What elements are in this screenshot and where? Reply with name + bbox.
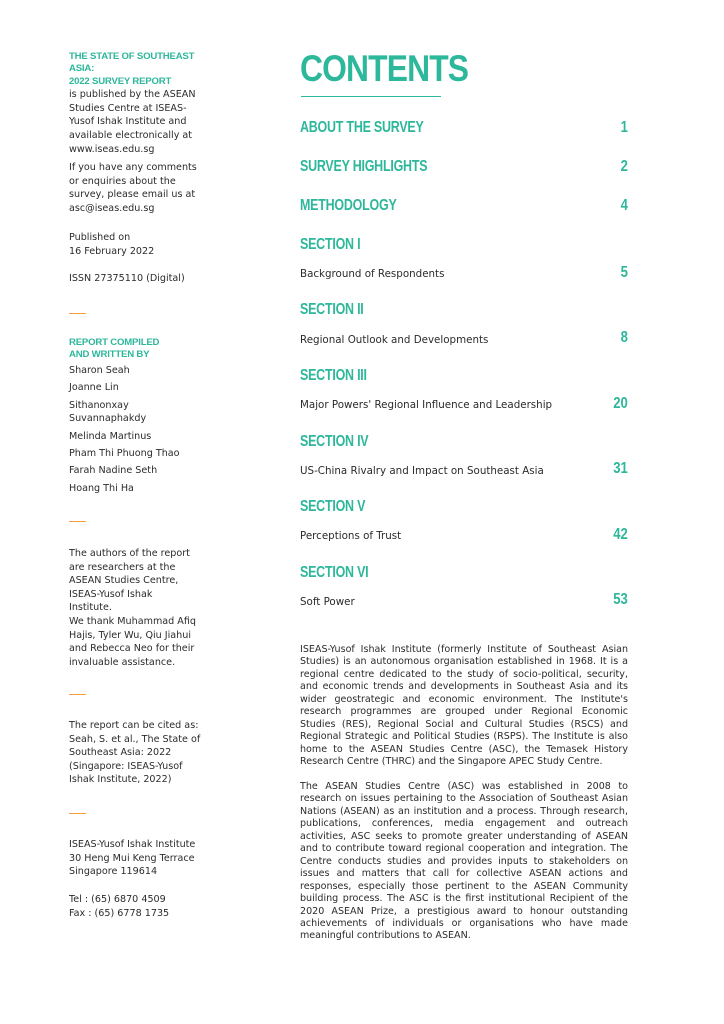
author-name: Hoang Thi Ha — [69, 482, 134, 494]
published-on-label: Published on — [69, 232, 131, 243]
researchers-note: The authors of the report are researchers at the ASEAN Studies Centre, ISEAS-Yusof Ishak Institute. — [69, 548, 190, 614]
toc-page-number: 8 — [620, 329, 628, 346]
author-name: Sithanonxay Suvannaphakdy — [69, 399, 147, 425]
toc-entry-methodology[interactable] — [300, 197, 628, 217]
toc-entry-label: METHODOLOGY — [300, 197, 397, 214]
toc-page-number: 20 — [613, 395, 628, 412]
thanks-text: We thank Muhammad Afiq Hajis, Tyler Wu, Qiu Jiahui and Rebecca Neo for their invaluable assistance. — [69, 616, 197, 668]
compiled-heading-line2: AND WRITTEN BY — [69, 349, 150, 361]
address-line: ISEAS-Yusof Ishak Institute — [69, 839, 196, 850]
issn-text: ISSN 27375110 (Digital) — [69, 273, 185, 284]
author-name: Joanne Lin — [69, 382, 119, 394]
compiled-heading-line1: REPORT COMPILED — [69, 337, 160, 348]
report-title-line1: THE STATE OF SOUTHEAST ASIA: — [69, 51, 195, 75]
address-line: 30 Heng Mui Keng Terrace — [69, 852, 195, 864]
toc-entry-label: ABOUT THE SURVEY — [300, 119, 424, 136]
toc-section-title[interactable]: Background of Respondents — [300, 268, 445, 280]
published-by-text: is published by the ASEAN Studies Centre at ISEAS-Yusof Ishak Institute and available electronically at www.iseas.edu.sg — [69, 89, 196, 155]
section-heading: SECTION II — [300, 301, 364, 318]
comments-text: If you have any comments or enquiries about the survey, please email us at asc@iseas.edu.sg — [69, 162, 197, 214]
author-name: Farah Nadine Seth — [69, 465, 158, 477]
compiled-by — [69, 337, 209, 499]
phone-number: Tel : (65) 6870 4509 — [69, 894, 166, 905]
address-line: Singapore 119614 — [69, 866, 158, 878]
report-title-line2: 2022 SURVEY REPORT — [69, 75, 172, 87]
section-heading: SECTION III — [300, 367, 367, 384]
author-list — [69, 364, 209, 499]
toc-page-number: 2 — [620, 158, 628, 175]
separator — [69, 694, 86, 695]
toc-section-title[interactable]: Perceptions of Trust — [300, 530, 402, 542]
separator — [69, 521, 86, 522]
section-heading: SECTION V — [300, 498, 366, 515]
toc-section-title[interactable]: Soft Power — [300, 596, 355, 608]
address — [69, 838, 209, 879]
toc-section-title[interactable]: US-China Rivalry and Impact on Southeast Asia — [300, 465, 544, 477]
toc-page-number: 4 — [620, 197, 628, 214]
fax-number: Fax : (65) 6778 1735 — [69, 907, 170, 919]
author-name: Pham Thi Phuong Thao — [69, 447, 180, 459]
separator — [69, 813, 86, 814]
toc-section-title[interactable]: Major Powers' Regional Influence and Leadership — [300, 399, 553, 411]
toc-entry-label: SURVEY HIGHLIGHTS — [300, 158, 428, 175]
title-underline — [301, 96, 441, 97]
publication-info — [69, 51, 209, 156]
section-heading: SECTION IV — [300, 433, 369, 450]
iseas-description: ISEAS-Yusof Ishak Institute (formerly Institute of Southeast Asian Studies) is an autonomous organisation established in 1968. It is a regional centre dedicated to the study of socio-political, security, and economic trends and developments in Southeast Asia and its wider geostrategic and economic environment. The Institute's research programmes are grouped under Regional Economic Studies (RES), Regional Social and Cultural Studies (RSCS) and Regional Strategic and Political Studies (RSPS). The Institute is also home to the ASEAN Studies Centre (ASC), the Temasek History Research Centre (THRC) and the Singapore APEC Study Centre. — [300, 644, 628, 768]
toc-page-number: 5 — [620, 264, 628, 281]
toc-page-number: 53 — [613, 591, 628, 608]
asc-description: The ASEAN Studies Centre (ASC) was established in 2008 to research on issues pertaining to the Association of Southeast Asian Nations (ASEAN) as an institution and a process. Through research, publications, conferences, media engagement and outreach activities, ASC seeks to promote greater understanding of ASEAN and to contribute toward regional cooperation and integration. The Centre conducts studies and provides inputs to stakeholders on issues and matters that call for collective ASEAN actions and responses, especially those pertinent to the ASEAN Community building process. The ASC is the first institutional Recipient of the 2020 ASEAN Prize, a prestigious award to honour outstanding achievements of individuals or organisations who have made meaningful contributions to ASEAN. — [300, 781, 628, 942]
citation-text: The report can be cited as: Seah, S. et al., The State of Southeast Asia: 2022 (Singapore: ISEAS-Yusof Ishak Institute, 2022) — [69, 720, 201, 786]
toc-entry-about-survey[interactable] — [300, 119, 628, 139]
page-title: CONTENTS — [300, 48, 469, 89]
toc-page-number: 31 — [613, 460, 628, 477]
toc-entry-survey-highlights[interactable] — [300, 158, 628, 178]
author-name: Sharon Seah — [69, 364, 130, 376]
section-heading: SECTION I — [300, 236, 361, 253]
published-on-date: 16 February 2022 — [69, 246, 155, 257]
toc-page-number: 42 — [613, 526, 628, 543]
section-heading: SECTION VI — [300, 564, 369, 581]
toc-section-title[interactable]: Regional Outlook and Developments — [300, 334, 489, 346]
author-name: Melinda Martinus — [69, 430, 152, 442]
contact — [69, 893, 209, 920]
toc-page-number: 1 — [620, 119, 628, 136]
separator — [69, 313, 86, 314]
